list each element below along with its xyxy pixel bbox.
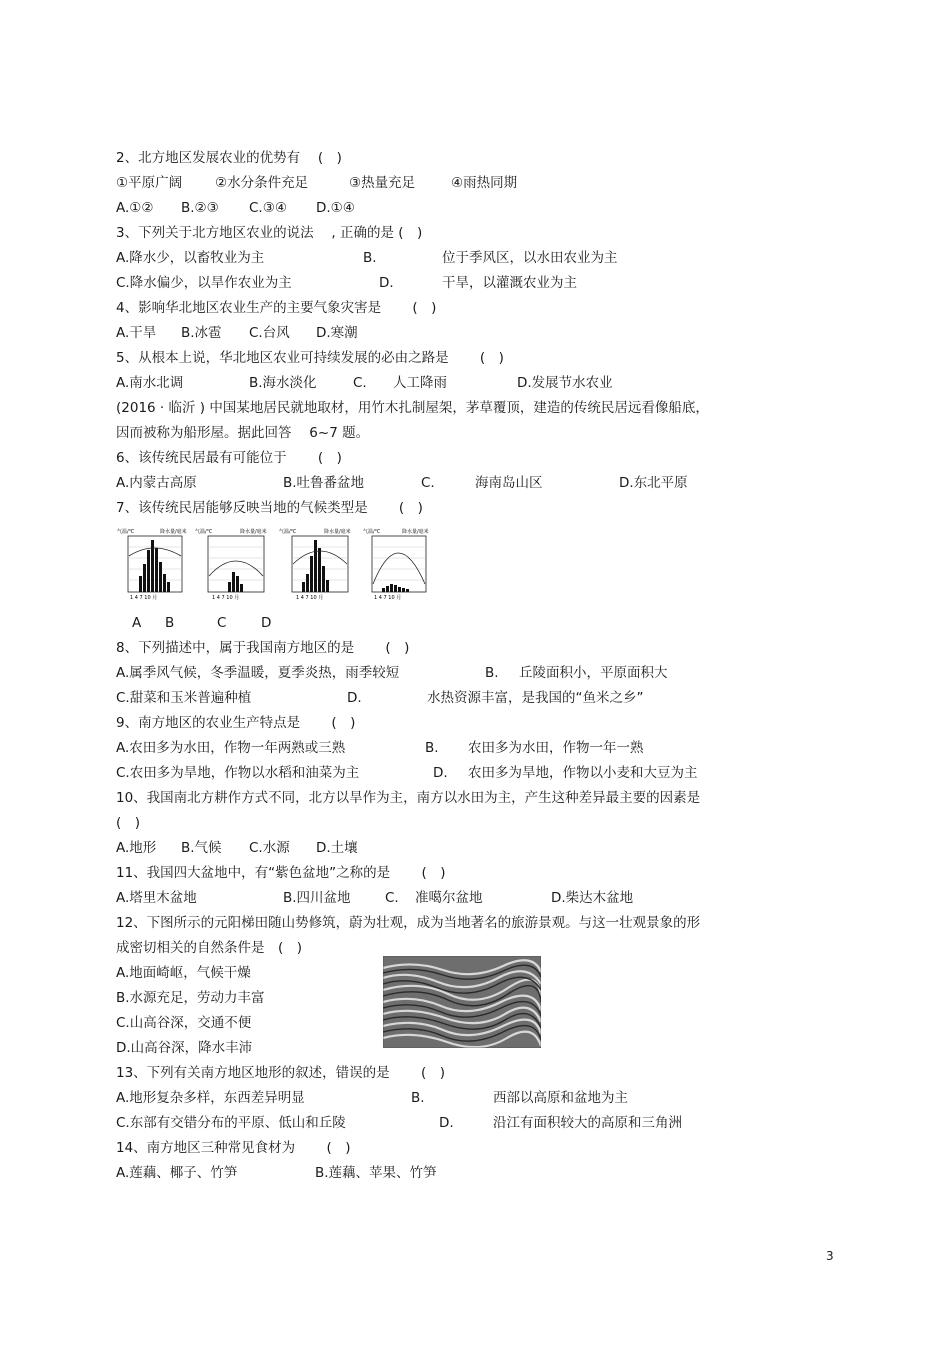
q12-option-d: D.山高谷深，降水丰沛 — [116, 1040, 253, 1056]
page-number: 3 — [826, 1249, 834, 1263]
chart-label-a: A — [132, 615, 142, 631]
q8-stem: 8、下列描述中，属于我国南方地区的是 ( ) — [116, 640, 410, 656]
svg-text:降水量/毫米: 降水量/毫米 — [160, 529, 187, 535]
q13-stem: 13、下列有关南方地区地形的叙述，错误的是 ( ) — [116, 1065, 446, 1081]
q2-options: ①平原广阔 ②水分条件充足 ③热量充足 ④雨热同期 — [116, 175, 518, 191]
climate-chart-a — [116, 526, 194, 601]
q13-options-ab: A.地形复杂多样，东西差异明显 B. 西部以高原和盆地为主 — [116, 1090, 628, 1106]
q10-choices: A.地形 B.气候 C.水源 D.土壤 — [116, 840, 358, 856]
q9-options-ab: A.农田多为水田，作物一年两熟或三熟 B. 农田多为水田，作物一年一熟 — [116, 740, 644, 756]
q9-stem: 9、南方地区的农业生产特点是 ( ) — [116, 715, 356, 731]
svg-text:气温/℃: 气温/℃ — [279, 529, 297, 535]
svg-text:1 4 7 10 月: 1 4 7 10 月 — [212, 595, 240, 601]
svg-text:1 4 7 10 月: 1 4 7 10 月 — [374, 595, 402, 601]
q10-paren: ( ) — [116, 815, 141, 831]
q12-option-c: C.山高谷深，交通不便 — [116, 1015, 252, 1031]
chart-label-c: C — [217, 615, 227, 631]
q2-stem: 2、北方地区发展农业的优势有 ( ) — [116, 150, 342, 166]
svg-text:1 4 7 10 月: 1 4 7 10 月 — [296, 595, 324, 601]
q12-option-a: A.地面崎岖，气候干燥 — [116, 965, 251, 981]
climate-chart-b — [194, 526, 278, 601]
svg-text:降水量/毫米: 降水量/毫米 — [240, 529, 267, 535]
svg-text:气温/℃: 气温/℃ — [117, 529, 135, 535]
q11-stem: 11、我国四大盆地中，有“紫色盆地”之称的是 ( ) — [116, 865, 446, 881]
q12-option-b: B.水源充足，劳动力丰富 — [116, 990, 265, 1006]
svg-text:1 4 7 10 月: 1 4 7 10 月 — [130, 595, 158, 601]
q6-7-intro-line1: (2016 · 临沂 ) 中国某地居民就地取材，用竹木扎制屋架，茅草覆顶，建造的传统民居远看像船底， — [116, 400, 709, 416]
terrace-image — [383, 956, 541, 1048]
q7-stem: 7、该传统民居能够反映当地的气候类型是 ( ) — [116, 500, 423, 516]
q4-stem: 4、影响华北地区农业生产的主要气象灾害是 ( ) — [116, 300, 437, 316]
climate-charts — [116, 526, 766, 601]
climate-chart-d — [362, 526, 438, 601]
svg-text:气温/℃: 气温/℃ — [195, 529, 213, 535]
q3-stem: 3、下列关于北方地区农业的说法 , 正确的是 ( ) — [116, 225, 423, 241]
chart-label-d: D — [261, 615, 272, 631]
q11-options: A.塔里木盆地 B.四川盆地 C. 准噶尔盆地 D.柴达木盆地 — [116, 890, 634, 906]
q8-options-cd: C.甜菜和玉米普遍种植 D. 水热资源丰富，是我国的“鱼米之乡” — [116, 690, 644, 706]
q5-options: A.南水北调 B.海水淡化 C. 人工降雨 D.发展节水农业 — [116, 375, 613, 391]
q6-7-intro-line2: 因而被称为船形屋。据此回答 6~7 题。 — [116, 425, 370, 441]
q6-options: A.内蒙古高原 B.吐鲁番盆地 C. 海南岛山区 D.东北平原 — [116, 475, 688, 491]
q12-stem-line1: 12、下图所示的元阳梯田随山势修筑，蔚为壮观，成为当地著名的旅游景观。与这一壮观景象的形 — [116, 915, 701, 931]
q10-stem: 10、我国南北方耕作方式不同，北方以旱作为主，南方以水田为主，产生这种差异最主要的因素是 — [116, 790, 701, 806]
q14-stem: 14、南方地区三种常见食材为 ( ) — [116, 1140, 351, 1156]
q14-options: A.莲藕、椰子、竹笋 B.莲藕、苹果、竹笋 — [116, 1165, 437, 1181]
svg-text:降水量/毫米: 降水量/毫米 — [402, 529, 429, 535]
chart-label-b: B — [165, 615, 175, 631]
q4-choices: A.干旱 B.冰雹 C.台风 D.寒潮 — [116, 325, 358, 341]
q5-stem: 5、从根本上说，华北地区农业可持续发展的必由之路是 ( ) — [116, 350, 504, 366]
q3-options-ab: A.降水少，以畜牧业为主 B. 位于季风区，以水田农业为主 — [116, 250, 618, 266]
q7-chart-labels — [116, 611, 766, 636]
svg-text:气温/℃: 气温/℃ — [363, 529, 381, 535]
q2-choices: A.①② B.②③ C.③④ D.①④ — [116, 200, 355, 216]
q8-options-ab: A.属季风气候，冬季温暖，夏季炎热，雨季较短 B. 丘陵面积小，平原面积大 — [116, 665, 668, 681]
q3-options-cd: C.降水偏少，以旱作农业为主 D. 干旱，以灌溉农业为主 — [116, 275, 577, 291]
terrace-photo — [383, 956, 541, 1048]
climate-chart-c — [278, 526, 362, 601]
q12-stem-line2: 成密切相关的自然条件是 ( ) — [116, 940, 303, 956]
q6-stem: 6、该传统民居最有可能位于 ( ) — [116, 450, 342, 466]
svg-text:降水量/毫米: 降水量/毫米 — [324, 529, 351, 535]
q9-options-cd: C.农田多为旱地，作物以水稻和油菜为主 D. 农田多为旱地，作物以小麦和大豆为主 — [116, 765, 698, 781]
q13-options-cd: C.东部有交错分布的平原、低山和丘陵 D. 沿江有面积较大的高原和三角洲 — [116, 1115, 682, 1131]
